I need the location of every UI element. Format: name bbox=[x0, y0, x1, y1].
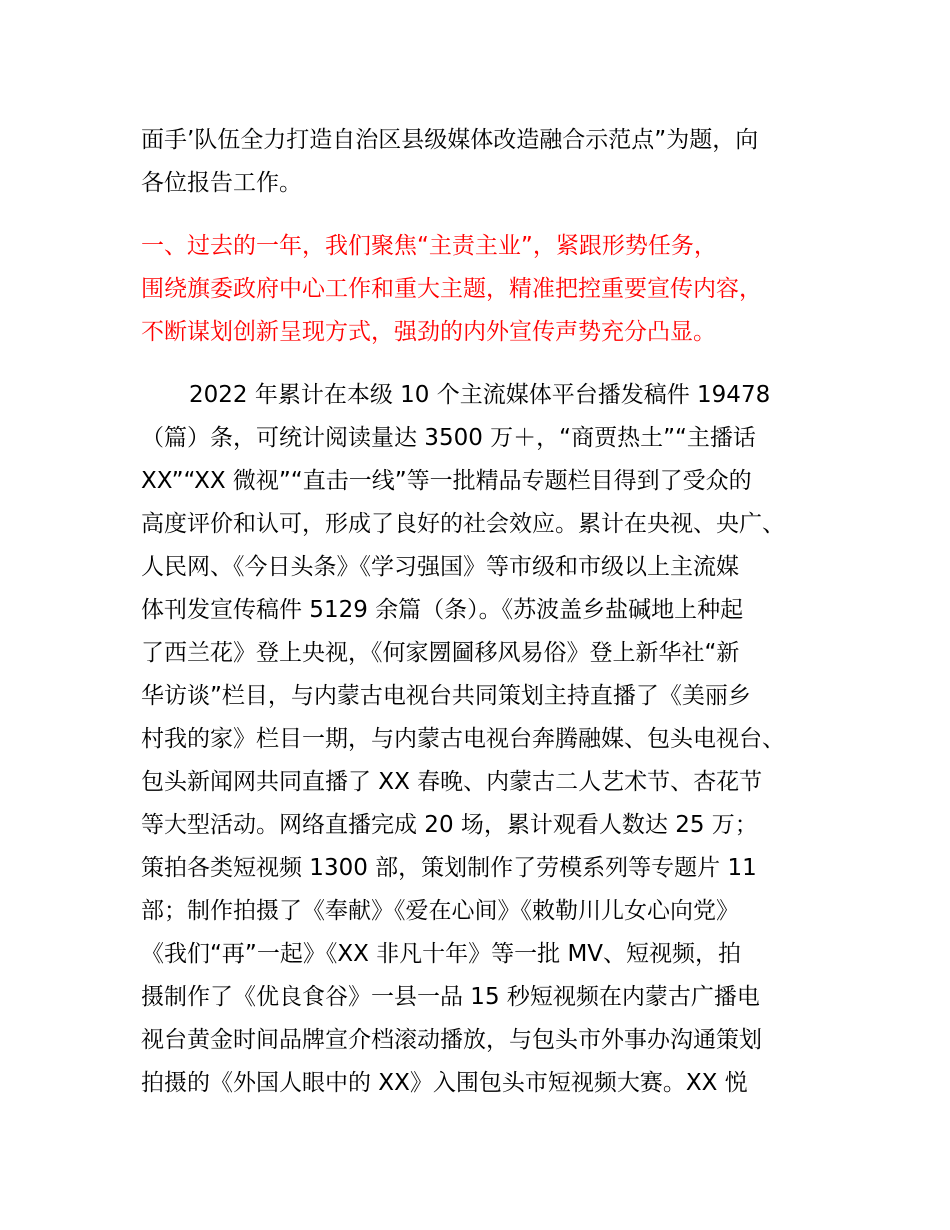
body-line: 人民网、《今日头条》《学习强国》等市级和市级以上主流媒 bbox=[141, 554, 739, 580]
section-heading-line: 一、过去的一年，我们聚焦“主责主业”，紧跟形势任务， bbox=[141, 233, 717, 259]
body-line: 华访谈”栏目，与内蒙古电视台共同策划主持直播了《美丽乡 bbox=[141, 683, 751, 709]
body-line: 了西兰花》登上央视，《何家圐圙移风易俗》登上新华社“新 bbox=[141, 640, 740, 666]
body-line: （篇）条，可统计阅读量达 3500 万＋，“商贾热土”“主播话 bbox=[141, 425, 756, 451]
body-line: 包头新闻网共同直播了 XX 春晚、内蒙古二人艺术节、杏花节 bbox=[141, 769, 763, 795]
body-line: 《我们“再”一起》《XX 非凡十年》等一批 MV、短视频，拍 bbox=[141, 941, 742, 967]
body-line: 村我的家》栏目一期，与内蒙古电视台奔腾融媒、包头电视台、 bbox=[141, 726, 785, 752]
body-line: 摄制作了《优良食谷》一县一品 15 秒短视频在内蒙古广播电 bbox=[141, 984, 760, 1010]
body-line: 部；制作拍摄了《奉献》《爱在心间》《敕勒川儿女心向党》 bbox=[141, 898, 739, 924]
intro-line: 面手’队伍全力打造自治区县级媒体改造融合示范点”为题，向 bbox=[141, 127, 759, 153]
section-heading-line: 围绕旗委政府中心工作和重大主题，精准把控重要宣传内容， bbox=[141, 276, 762, 302]
body-line: 高度评价和认可，形成了良好的社会效应。累计在央视、央广、 bbox=[141, 511, 785, 537]
intro-line: 各位报告工作。 bbox=[141, 170, 302, 196]
body-line: 拍摄的《外国人眼中的 XX》入围包头市短视频大赛。XX 悦 bbox=[141, 1070, 748, 1096]
body-line: 等大型活动。网络直播完成 20 场，累计观看人数达 25 万； bbox=[141, 812, 758, 838]
body-line: XX”“XX 微视”“直击一线”等一批精品专题栏目得到了受众的 bbox=[141, 468, 752, 494]
body-line: 策拍各类短视频 1300 部，策划制作了劳模系列等专题片 11 bbox=[141, 855, 757, 881]
body-line: 体刊发宣传稿件 5129 余篇（条）。《苏波盖乡盐碱地上种起 bbox=[141, 597, 744, 623]
section-heading-line: 不断谋划创新呈现方式，强劲的内外宣传声势充分凸显。 bbox=[141, 319, 716, 345]
body-line: 2022 年累计在本级 10 个主流媒体平台播发稿件 19478 bbox=[189, 382, 771, 408]
body-line: 视台黄金时间品牌宣介档滚动播放，与包头市外事办沟通策划 bbox=[141, 1027, 762, 1053]
